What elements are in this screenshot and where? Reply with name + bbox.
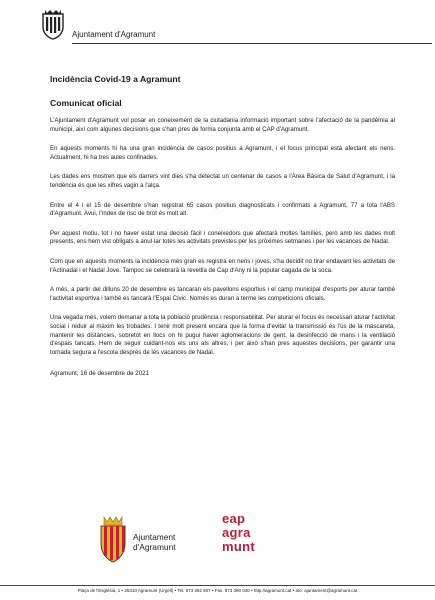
document-subtitle: Comunicat oficial bbox=[50, 98, 122, 108]
signature-date: Agramunt, 16 de desembre de 2021 bbox=[50, 370, 150, 378]
paragraph: Per aquest motiu, tot i no haver estat una decisió fàcil i coneixedors que afectarà moltes famílies, però amb les dades molt presents, ens hem vist obligats a anul·lar totes les activitats previstes per les pròximes setmanes i per les vacances de Nadal. bbox=[50, 229, 395, 246]
eap-agramunt-logo bbox=[222, 512, 280, 570]
paragraph: Com que en aquests moments la incidència més gran es registra en nens i joves, s'ha decidit no tirar endavant les activitats de l'Actinadal i el Nadal Jove. Tampoc se celebrarà la revetlla de Cap d'Any ni la popular cagada de la soca. bbox=[50, 257, 395, 274]
coat-of-arms-icon bbox=[98, 514, 128, 564]
ajuntament-logo-text bbox=[133, 532, 176, 552]
ajuntament-logo-line2: d'Agramunt bbox=[133, 542, 176, 552]
footer-divider bbox=[0, 585, 435, 586]
paragraph: Una vegada més, volem demanar a tota la població prudència i responsabilitat. Per aturar el focus és necessari aturar l'activitat social i reduir al màxim les trobades. I tenir molt present encara que la forma d'evitar la transmissió és l'ús de la mascareta, mantenir les distàncies, sobretot en llocs on hi pugui haver aglomeracions de gent, la desinfecció de mans i la ventilació d'espais tancats. Hem de seguir cuidant-nos els uns als altres, i per això s'han pres aquestes decisions, per garantir una tornada segura a l'escola després de les vacances de Nadal. bbox=[50, 314, 395, 356]
eap-logo-line3: munt bbox=[222, 539, 255, 554]
header-org-name: Ajuntament d'Agramunt bbox=[72, 30, 156, 39]
letter-body bbox=[50, 74, 395, 377]
ajuntament-logo-line1: Ajuntament bbox=[133, 532, 176, 542]
footer-contact: Plaça de l'Església, 1 • 25310 Agramunt (Urgell) • Tel. 973 392 807 • Fax. 973 390 040 • http://agramunt.cat • a/e: ajuntament@agramunt.cat bbox=[77, 588, 358, 593]
paragraph: En aquests moments hi ha una gran incidència de casos positius a Agramunt, i el focus principal està afectant els nens. Actualment, hi ha tres aules confinades. bbox=[50, 145, 395, 161]
paragraph: L'Ajuntament d'Agramunt vol posar en coneixement de la ciutadania informació important sobre l'afectació de la pandèmia al municipi, així com algunes decisions que s'han pres de forma conjunta amb el CAP d'Agramunt. bbox=[50, 117, 395, 133]
paragraph: Les dades ens mostren que els darrers vint dies s'ha detectat un centenar de casos a l'Àrea Bàsica de Salut d'Agramunt, i la tendència és que les xifres vagin a l'alça. bbox=[50, 173, 395, 189]
paragraph: A més, a partir del dilluns 20 de desembre es tancaran els pavellons esportius i el camp municipal d'esports per aturar també l'activitat esportiva i també es tancarà l'Espai Cívic. Només es duran a terme les competicions oficials. bbox=[50, 286, 395, 302]
eap-logo-line1: eap bbox=[222, 511, 246, 526]
coat-of-arms-icon bbox=[40, 10, 66, 40]
document-title: Incidència Covid-19 a Agramunt bbox=[50, 74, 181, 84]
eap-logo-line2: agra bbox=[222, 525, 251, 540]
letterhead bbox=[40, 8, 400, 48]
paragraph: Entre el 4 i el 15 de desembre s'han registrat 65 casos positius diagnosticats i confirmats a Agramunt, 77 a tota l'ABS d'Agramunt. Avui, l'índex de risc de brot és molt alt. bbox=[50, 201, 395, 218]
header-divider bbox=[72, 43, 432, 44]
ajuntament-logo bbox=[98, 514, 208, 566]
